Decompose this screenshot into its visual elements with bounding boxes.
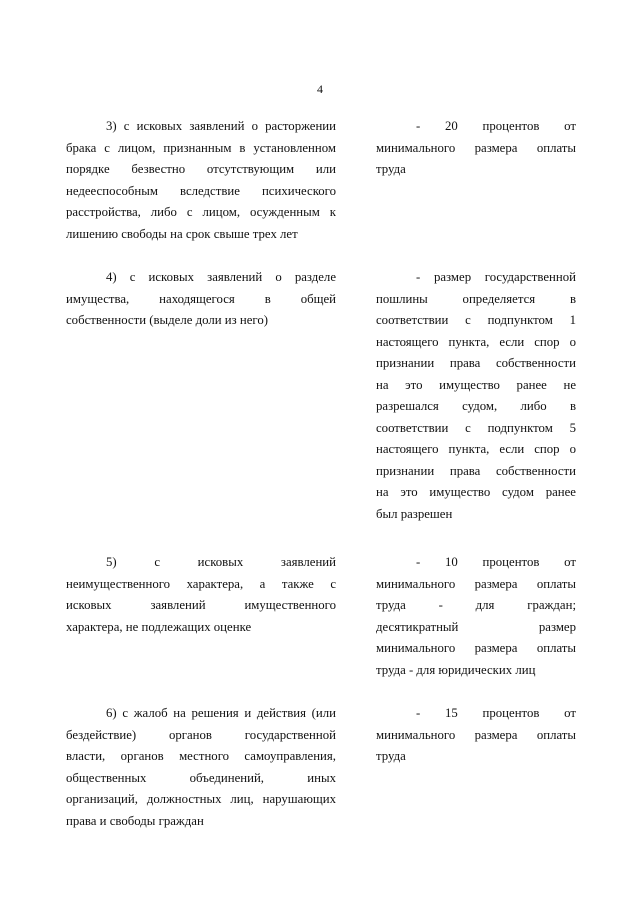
text-line: разрешался судом, либо в	[376, 399, 576, 413]
text-line: признании права собственности	[376, 356, 576, 370]
page-number: 4	[317, 82, 323, 96]
text-line: труда	[376, 749, 406, 763]
text-line: настоящего пункта, если спор о	[376, 442, 576, 456]
text-line: власти, органов местного самоуправления,	[66, 749, 336, 763]
text-line: 6) с жалоб на решения и действия (или	[106, 706, 336, 720]
claim-description	[66, 267, 336, 332]
text-line: минимального размера оплаты	[376, 641, 576, 655]
text-line: настоящего пункта, если спор о	[376, 334, 576, 349]
text-line: недееспособным вследствие психического	[66, 183, 336, 198]
text-line: - 20 процентов от	[416, 119, 576, 133]
text-line: лишению свободы на срок свыше трех лет	[66, 226, 298, 241]
text-line: организаций, должностных лиц, нарушающих	[66, 792, 336, 806]
text-line: бездействие) органов государственной	[66, 727, 336, 742]
text-line: соответствии с подпунктом 5	[376, 420, 576, 435]
text-line: - 10 процентов от	[416, 555, 576, 569]
fee-amount	[376, 267, 576, 525]
fee-amount	[376, 703, 576, 768]
text-line: характера, не подлежащих оценке	[66, 619, 252, 634]
fee-amount	[376, 552, 576, 681]
text-line: минимального размера оплаты	[376, 727, 576, 742]
text-line: труда - для граждан;	[376, 598, 576, 612]
text-line: - размер государственной	[416, 270, 576, 284]
text-line: 4) с исковых заявлений о разделе	[106, 270, 336, 284]
text-line: на это имущество судом ранее	[376, 485, 576, 499]
text-line: общественных объединений, иных	[66, 770, 336, 785]
text-line: исковых заявлений имущественного	[66, 598, 336, 612]
text-line: 3) с исковых заявлений о расторжении	[106, 119, 336, 133]
claim-description	[66, 116, 336, 245]
text-line: труда - для юридических лиц	[376, 662, 536, 677]
text-line: был разрешен	[376, 506, 453, 521]
fee-amount	[376, 116, 576, 181]
text-line: признании права собственности	[376, 463, 576, 478]
text-line: десятикратный размер	[376, 619, 576, 634]
text-line: имущества, находящегося в общей	[66, 291, 336, 306]
text-line: расстройства, либо с лицом, осужденным к	[66, 205, 336, 219]
text-line: - 15 процентов от	[416, 706, 576, 720]
claim-description	[66, 552, 336, 638]
text-line: соответствии с подпунктом 1	[376, 313, 576, 327]
text-line: минимального размера оплаты	[376, 576, 576, 591]
text-line: пошлины определяется в	[376, 291, 576, 306]
text-line: на это имущество ранее не	[376, 377, 576, 392]
text-line: неимущественного характера, а также с	[66, 576, 336, 591]
text-line: минимального размера оплаты	[376, 140, 576, 155]
text-line: собственности (выделе доли из него)	[66, 313, 268, 327]
text-line: права и свободы граждан	[66, 813, 204, 828]
text-line: брака с лицом, признанным в установленном	[66, 140, 336, 155]
claim-description	[66, 703, 336, 832]
text-line: 5) с исковых заявлений	[106, 555, 336, 569]
text-line: труда	[376, 162, 406, 176]
text-line: порядке безвестно отсутствующим или	[66, 162, 336, 176]
